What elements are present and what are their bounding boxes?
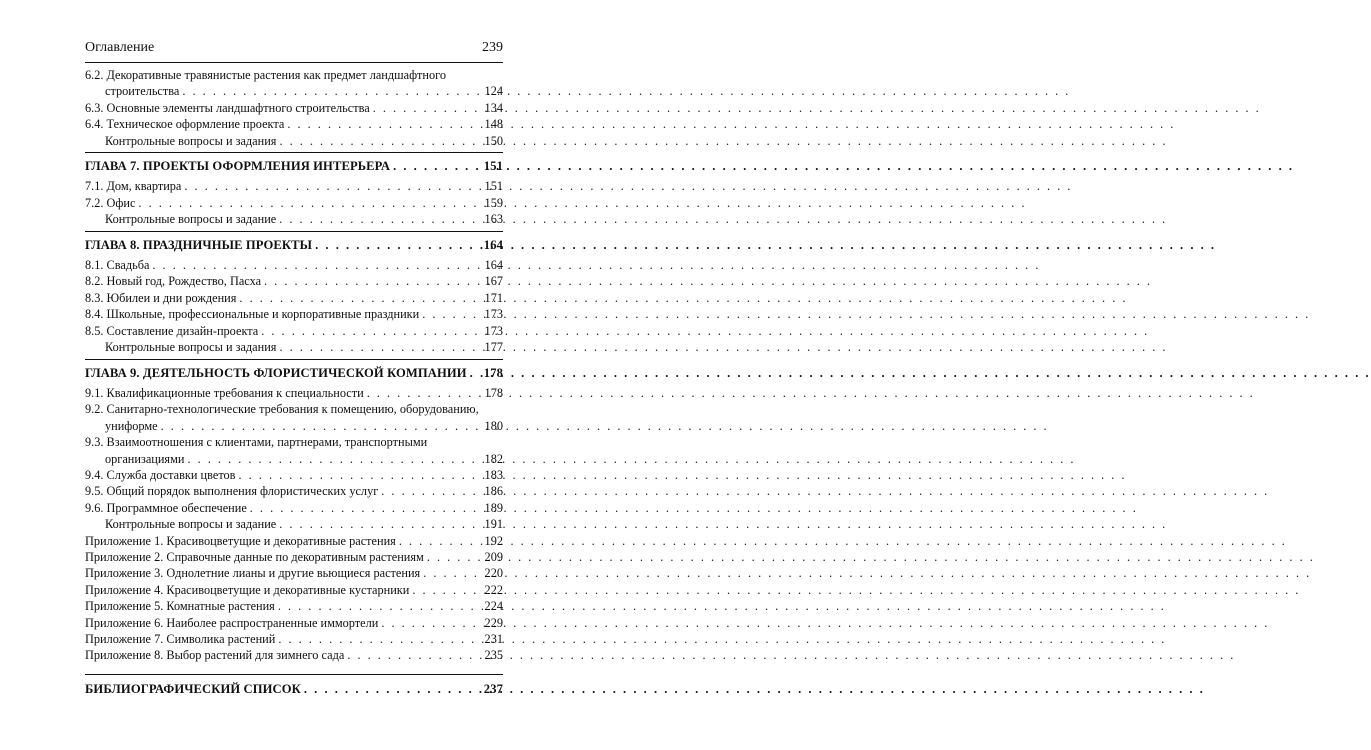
toc-entry: [85, 195, 503, 211]
toc-entry: [85, 257, 503, 273]
leader-dots: [419, 306, 483, 322]
leader-dots: [301, 681, 483, 697]
entry-page: 159: [484, 195, 503, 210]
entry-row: [85, 418, 503, 434]
entry-title: 7.2. Офис: [85, 195, 136, 210]
leader-dots: [276, 211, 483, 227]
entry-row: [85, 533, 503, 549]
entry-page: 183: [484, 467, 503, 482]
entry-title: 8.3. Юбилеи и дни рождения: [85, 290, 237, 305]
entry-page: 222: [484, 582, 503, 597]
chapter-page: 178: [483, 365, 503, 380]
entry-title: строительства: [105, 84, 180, 99]
entry-row: [85, 339, 503, 355]
leader-dots: [236, 467, 484, 483]
toc-entry: [85, 401, 503, 434]
entry-page: 148: [484, 117, 503, 132]
entry-page: 171: [484, 290, 503, 305]
entry-title-line: 9.2. Санитарно-технологические требования к помещению, оборудованию,: [85, 402, 479, 417]
entry-page: 192: [484, 533, 503, 548]
entry-title: 8.5. Составление дизайн-проекта: [85, 323, 259, 338]
leader-dots: [181, 178, 483, 194]
entry-title: Контрольные вопросы и задания: [105, 340, 277, 355]
leader-dots: [275, 631, 483, 647]
chapter-title: ГЛАВА 8. ПРАЗДНИЧНЫЕ ПРОЕКТЫ: [85, 237, 313, 252]
bibliography-block: [85, 674, 503, 697]
entry-row: [85, 549, 503, 565]
entry-row: [85, 565, 503, 581]
entry-page: 134: [484, 100, 503, 115]
toc-page: [85, 40, 503, 697]
leader-dots: [378, 615, 483, 631]
entry-title: 8.4. Школьные, профессиональные и корпоративные праздники: [85, 307, 420, 322]
toc-entry: [85, 211, 503, 227]
entry-title: Контрольные вопросы и задание: [105, 212, 277, 227]
entry-page: 189: [484, 500, 503, 515]
entry-row: [85, 500, 503, 516]
entry-row: [85, 133, 503, 149]
toc-entry: [85, 500, 503, 516]
chapter-8-heading: [85, 237, 503, 253]
toc-entry: [85, 598, 503, 614]
leader-dots: [312, 237, 483, 253]
entry-row: [85, 178, 503, 194]
toc-entry: [85, 385, 503, 401]
entry-title: 9.4. Служба доставки цветов: [85, 467, 236, 482]
entry-title: Приложение 1. Красивоцветущие и декоративные растения: [85, 533, 396, 548]
toc-entries: [85, 67, 503, 697]
entry-page: 220: [484, 566, 503, 581]
entry-row: [85, 615, 503, 631]
entry-title-line: 9.3. Взаимоотношения с клиентами, партнерами, транспортными: [85, 435, 428, 450]
entry-title: Приложение 8. Выбор растений для зимнего сада: [85, 648, 345, 663]
chapter-9-block: [85, 359, 503, 664]
entry-title: Приложение 3. Однолетние лианы и другие вьющиеся растения: [85, 566, 421, 581]
entry-row: [85, 83, 503, 99]
entry-row: [85, 116, 503, 132]
entry-page: 124: [484, 84, 503, 99]
chapter-9-heading: [85, 365, 503, 381]
header-title: Оглавление: [85, 40, 155, 55]
leader-dots: [275, 598, 483, 614]
leader-dots: [184, 451, 483, 467]
leader-dots: [396, 533, 483, 549]
leader-dots: [276, 133, 483, 149]
entry-row: [85, 306, 503, 322]
entry-page: 229: [484, 615, 503, 630]
chapter-9-list: [85, 385, 503, 533]
entry-row: [85, 323, 503, 339]
leader-dots: [424, 549, 483, 565]
entry-title: Контрольные вопросы и задания: [105, 133, 277, 148]
entry-row: [85, 290, 503, 306]
entry-title: организациями: [105, 451, 185, 466]
toc-entry: [85, 434, 503, 467]
entry-page: 173: [484, 323, 503, 338]
entry-row: [85, 598, 503, 614]
entry-page: 163: [484, 212, 503, 227]
entry-page: 182: [484, 451, 503, 466]
leader-dots: [236, 290, 483, 306]
entry-row: [85, 631, 503, 647]
chapter-7-list: [85, 178, 503, 227]
header-page-number: 239: [482, 40, 503, 55]
toc-entry: [85, 100, 503, 116]
entry-title: 8.1. Свадьба: [85, 258, 150, 273]
entry-page: 177: [484, 340, 503, 355]
entry-row: [85, 582, 503, 598]
toc-entry: [85, 306, 503, 322]
entry-page: 151: [484, 179, 503, 194]
bibliography-title: БИБЛИОГРАФИЧЕСКИЙ СПИСОК: [85, 681, 301, 696]
leader-dots: [276, 516, 483, 532]
entry-page: 209: [484, 549, 503, 564]
toc-entry: [85, 339, 503, 355]
entry-title: 9.5. Общий порядок выполнения флористических услуг: [85, 484, 379, 499]
entry-title: униформе: [105, 418, 158, 433]
entry-page: 180: [484, 418, 503, 433]
entry-title: Приложение 4. Красивоцветущие и декоративные кустарники: [85, 582, 410, 597]
chapter-8-block: [85, 231, 503, 356]
appendix-list: [85, 533, 503, 664]
leader-dots: [344, 647, 483, 663]
leader-dots: [258, 323, 483, 339]
bibliography-page: 237: [483, 681, 503, 696]
leader-dots: [261, 273, 483, 289]
chapter-page: 151: [483, 159, 503, 174]
chapter-8-list: [85, 257, 503, 355]
toc-entry: [85, 133, 503, 149]
entry-page: 231: [484, 632, 503, 646]
leader-dots: [420, 565, 483, 581]
entry-row: [85, 257, 503, 273]
toc-entry: [85, 273, 503, 289]
leader-dots: [370, 100, 483, 116]
entry-row: [85, 211, 503, 227]
entry-title: 8.2. Новый год, Рождество, Пасха: [85, 274, 262, 289]
entry-row: [85, 647, 503, 663]
toc-entry: [85, 647, 503, 663]
section-6-list: [85, 67, 503, 149]
toc-entry: [85, 565, 503, 581]
entry-title: Приложение 7. Символика растений: [85, 632, 276, 646]
chapter-7-block: [85, 152, 503, 228]
toc-entry: [85, 178, 503, 194]
entry-title: 9.1. Квалификационные требования к специальности: [85, 385, 364, 400]
entry-title: 7.1. Дом, квартира: [85, 179, 182, 194]
toc-entry: [85, 516, 503, 532]
entry-page: 191: [484, 517, 503, 532]
toc-entry: [85, 290, 503, 306]
entry-page: 167: [484, 274, 503, 289]
toc-entry: [85, 582, 503, 598]
entry-row: [85, 100, 503, 116]
toc-entry: [85, 615, 503, 631]
entry-row: [85, 195, 503, 211]
leader-dots: [467, 365, 483, 381]
entry-page: 224: [484, 599, 503, 614]
entry-page: 235: [484, 648, 503, 663]
toc-entry: [85, 116, 503, 132]
leader-dots: [149, 257, 483, 273]
entry-row: [85, 273, 503, 289]
leader-dots: [276, 339, 483, 355]
toc-entry: [85, 533, 503, 549]
entry-row: [85, 451, 503, 467]
leader-dots: [247, 500, 483, 516]
toc-entry: [85, 631, 503, 647]
leader-dots: [179, 83, 483, 99]
leader-dots: [364, 385, 483, 401]
bibliography-heading: [85, 681, 503, 697]
chapter-7-heading: [85, 158, 503, 174]
leader-dots: [390, 158, 483, 174]
entry-page: 164: [484, 258, 503, 273]
leader-dots: [158, 418, 483, 434]
toc-entry: [85, 467, 503, 483]
chapter-title: ГЛАВА 9. ДЕЯТЕЛЬНОСТЬ ФЛОРИСТИЧЕСКОЙ КОМПАНИИ: [85, 365, 467, 380]
entry-title: Приложение 5. Комнатные растения: [85, 599, 275, 614]
toc-entry: [85, 549, 503, 565]
chapter-page: 164: [483, 237, 503, 252]
chapter-title: ГЛАВА 7. ПРОЕКТЫ ОФОРМЛЕНИЯ ИНТЕРЬЕРА: [85, 159, 391, 174]
entry-title: 9.6. Программное обеспечение: [85, 500, 247, 515]
leader-dots: [284, 116, 483, 132]
entry-page: 178: [484, 385, 503, 400]
entry-title: Приложение 2. Справочные данные по декоративным растениям: [85, 549, 424, 564]
entry-row: [85, 467, 503, 483]
entry-title: Приложение 6. Наиболее распространенные иммортели: [85, 615, 379, 630]
leader-dots: [135, 195, 483, 211]
entry-row: [85, 385, 503, 401]
entry-title-line: 6.2. Декоративные травянистые растения как предмет ландшафтного: [85, 68, 447, 82]
toc-entry: [85, 67, 503, 100]
entry-title: 6.4. Техническое оформление проекта: [85, 117, 285, 132]
leader-dots: [378, 483, 483, 499]
toc-entry: [85, 323, 503, 339]
entry-page: 173: [484, 307, 503, 322]
entry-row: [85, 516, 503, 532]
entry-page: 150: [484, 133, 503, 148]
leader-dots: [409, 582, 483, 598]
entry-row: [85, 483, 503, 499]
running-header: [85, 40, 503, 63]
entry-title: 6.3. Основные элементы ландшафтного строительства: [85, 100, 370, 115]
toc-entry: [85, 483, 503, 499]
entry-title: Контрольные вопросы и задание: [105, 517, 277, 532]
entry-page: 186: [484, 484, 503, 499]
